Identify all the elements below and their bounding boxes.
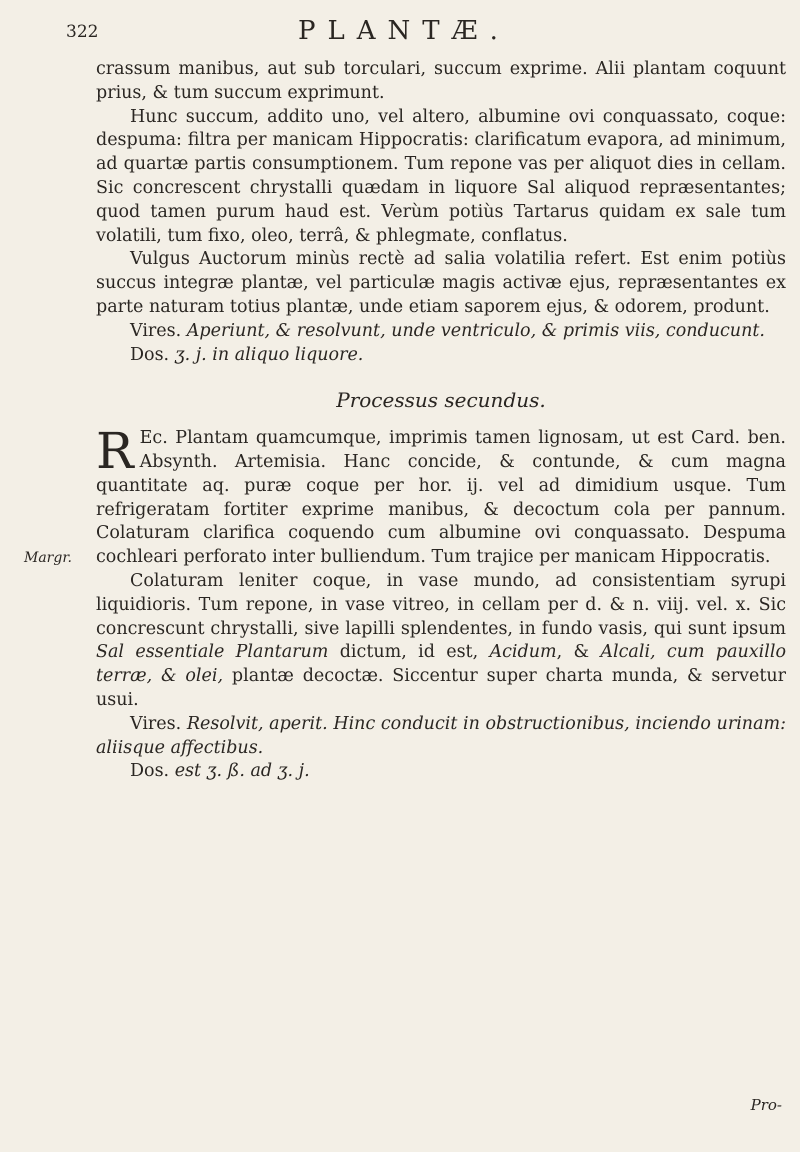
running-head: PLANTÆ. <box>298 16 510 46</box>
drop-cap: R <box>96 422 134 481</box>
vires-line <box>96 713 786 761</box>
italic-text: Acidum <box>489 642 557 663</box>
dose-label: Dos. <box>130 344 170 365</box>
margin-note: Margr. <box>24 550 72 566</box>
vires-line <box>96 320 786 344</box>
catchword: Pro- <box>750 1096 782 1114</box>
page-header <box>66 16 766 52</box>
dose-label: Dos. <box>130 761 170 782</box>
paragraph: crassum manibus, aut sub torculari, succum exprime. Alii plantam coquunt prius, & tum succum exprimunt. <box>96 59 786 103</box>
paragraph-text: dictum, id est, <box>339 642 479 663</box>
section-heading: Processus secundus. <box>336 388 546 413</box>
paragraph <box>96 570 786 713</box>
paragraph-text: , & <box>556 642 590 663</box>
vires-text: Aperiunt, & resolvunt, unde ventriculo, & primis viis, conducunt. <box>186 320 765 341</box>
paragraph <box>96 422 786 570</box>
vires-text: Resolvit, aperit. Hinc conducit in obstructionibus, inciendo urinam: aliisque affectibus. <box>96 713 786 758</box>
paragraph-text: Colaturam leniter coque, in vase mundo, ad consistentiam syrupi liquidioris. Tum repone, in vase vitreo, in cellam per d. & n. viij. vel. x. Sic concrescunt chrystalli, sive lapilli splendentes, in fundo vasis, qui sunt ipsum <box>96 570 786 639</box>
paragraph-text: plantæ decoctæ. Siccentur super charta munda, & servetur usui. <box>96 666 787 710</box>
italic-text: Alcali, cum pauxillo terræ, & olei, <box>96 642 786 687</box>
dose-text: ʒ. j. in aliquo liquore. <box>174 344 364 365</box>
dose-text: est ʒ. ß. ad ʒ. j. <box>174 761 310 782</box>
dose-line <box>96 344 786 368</box>
dose-line <box>96 760 786 784</box>
italic-text: Sal essentiale Plantarum <box>96 642 329 663</box>
paragraph: Vulgus Auctorum minùs rectè ad salia volatilia refert. Est enim potiùs succus integræ plantæ, vel particulæ magis activæ ejus, repræsentantes ex parte naturam totius plantæ, unde etiam saporem ejus, & odorem, produnt. <box>96 249 786 317</box>
paragraph: Hunc succum, addito uno, vel altero, albumine ovi conquassato, coque: despuma: filtra per manicam Hippocratis: clarificatum evapora, ad minimum, ad quartæ partis consumptionem. Tum repone vas per aliquot dies in cellam. Sic concrescent chrystalli quædam in liquore Sal aliquod repræsentantes; quod tamen purum haud est. Verùm potiùs Tartarus quidam ex sale tum volatili, tum fixo, oleo, terrâ, & phlegmate, conflatus. <box>96 106 786 246</box>
vires-label: Vires. <box>130 320 182 341</box>
paragraph-text: Ec. Plantam quamcumque, imprimis tamen lignosam, ut est Card. ben. Absynth. Artemisia. Hanc concide, & contunde, & cum magna quantitate aq. puræ coque per hor. ij. vel ad dimidium usque. Tum refrigeratam fortiter exprime manibus, & decoctum cola per pannum. Colaturam clarifica coquendo cum albumine ovi conquassato. Despuma cochleari perforato inter bulliendum. Tum trajice per manicam Hippocratis. <box>96 428 786 568</box>
body-text <box>96 58 786 784</box>
page-number: 322 <box>66 22 99 42</box>
vires-label: Vires. <box>130 713 182 734</box>
